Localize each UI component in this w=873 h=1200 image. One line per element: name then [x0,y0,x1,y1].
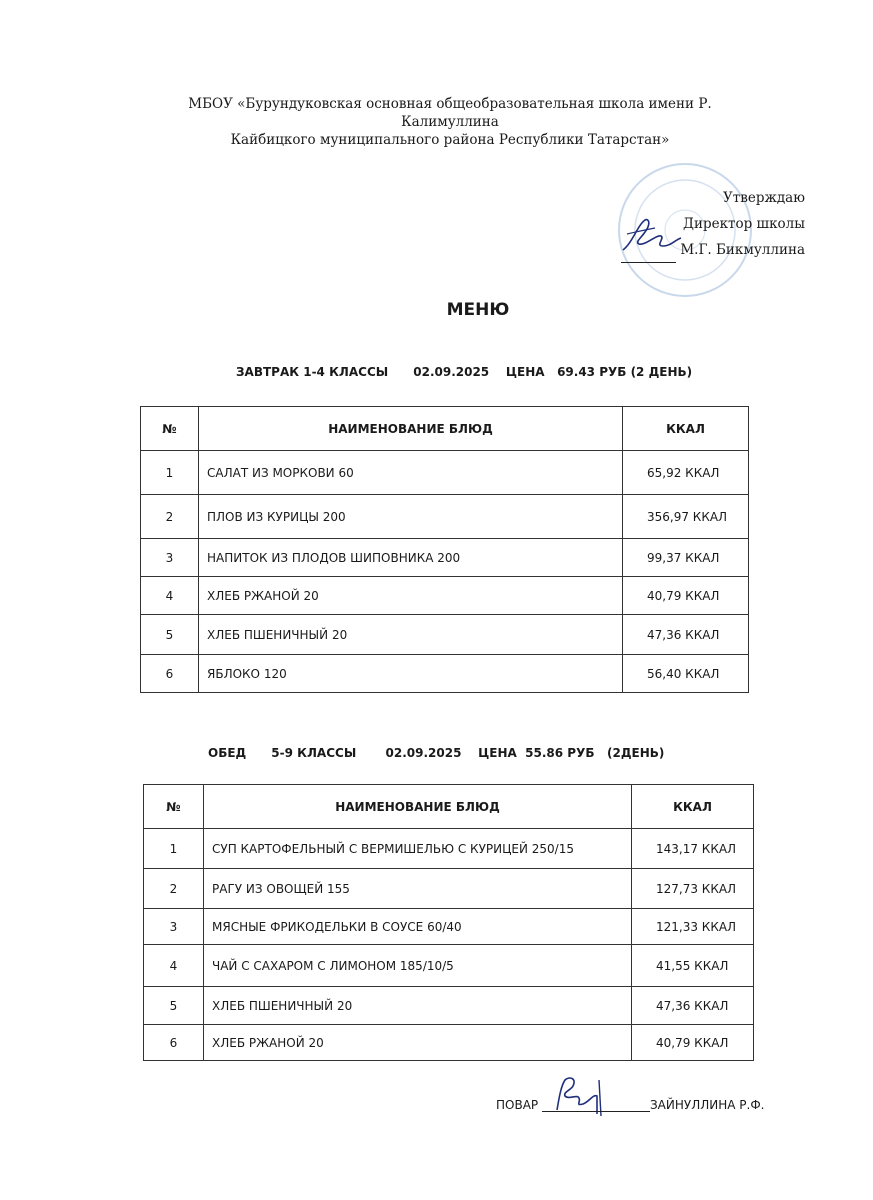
dish-name: РАГУ ИЗ ОВОЩЕЙ 155 [204,869,632,909]
signature-line [542,1099,602,1112]
breakfast-table [140,406,749,693]
dish-kcal: 40,79 ККАЛ [632,1025,754,1061]
col-dish-name: НАИМЕНОВАНИЕ БЛЮД [204,785,632,829]
row-number: 6 [144,1025,204,1061]
signature-line [602,1099,650,1112]
row-number: 2 [144,869,204,909]
dish-kcal: 56,40 ККАЛ [623,655,749,693]
table-row [144,869,754,909]
row-number: 4 [144,945,204,987]
table-row [141,577,749,615]
school-header [140,95,760,149]
cook-signature-block [496,1098,764,1112]
cook-name: ЗАЙНУЛЛИНА Р.Ф. [649,1098,765,1112]
dish-name: ХЛЕБ ПШЕНИЧНЫЙ 20 [204,987,632,1025]
dish-kcal: 47,36 ККАЛ [632,987,754,1025]
row-number: 3 [141,539,199,577]
dish-kcal: 41,55 ККАЛ [632,945,754,987]
dish-name: СУП КАРТОФЕЛЬНЫЙ С ВЕРМИШЕЛЬЮ С КУРИЦЕЙ 250/15 [204,829,632,869]
row-number: 5 [144,987,204,1025]
row-number: 4 [141,577,199,615]
row-number: 5 [141,615,199,655]
table-header-row [141,407,749,451]
table-row [144,945,754,987]
table-row [144,1025,754,1061]
dish-kcal: 127,73 ККАЛ [632,869,754,909]
lunch-heading: ОБЕД 5-9 КЛАССЫ 02.09.2025 ЦЕНА 55.86 РУБ (2ДЕНЬ) [208,746,665,760]
row-number: 6 [141,655,199,693]
dish-name: САЛАТ ИЗ МОРКОВИ 60 [199,451,623,495]
dish-name: ЯБЛОКО 120 [199,655,623,693]
col-number: № [141,407,199,451]
cook-label: ПОВАР [496,1098,539,1112]
school-name-line1: МБОУ «Бурундуковская основная общеобразовательная школа имени Р. Калимуллина [188,96,712,130]
table-row [141,495,749,539]
lunch-table [143,784,754,1061]
cook-signature-icon [543,1070,613,1120]
dish-name: ХЛЕБ РЖАНОЙ 20 [199,577,623,615]
dish-name: ПЛОВ ИЗ КУРИЦЫ 200 [199,495,623,539]
col-dish-name: НАИМЕНОВАНИЕ БЛЮД [199,407,623,451]
table-row [144,987,754,1025]
dish-kcal: 47,36 ККАЛ [623,615,749,655]
dish-kcal: 143,17 ККАЛ [632,829,754,869]
director-role: Директор школы [682,216,805,232]
row-number: 3 [144,909,204,945]
dish-kcal: 40,79 ККАЛ [623,577,749,615]
row-number: 2 [141,495,199,539]
table-row [144,909,754,945]
dish-kcal: 121,33 ККАЛ [632,909,754,945]
col-kcal: ККАЛ [623,407,749,451]
menu-title: МЕНЮ [446,300,510,320]
school-name-line2: Кайбицкого муниципального района Республики Татарстан» [230,132,670,148]
approve-label: Утверждаю [723,190,805,206]
director-signature-icon [615,212,685,257]
dish-name: ХЛЕБ РЖАНОЙ 20 [204,1025,632,1061]
dish-name: ЧАЙ С САХАРОМ С ЛИМОНОМ 185/10/5 [204,945,632,987]
table-header-row [144,785,754,829]
dish-kcal: 356,97 ККАЛ [623,495,749,539]
dish-name: ХЛЕБ ПШЕНИЧНЫЙ 20 [199,615,623,655]
dish-kcal: 65,92 ККАЛ [623,451,749,495]
director-name: М.Г. Бикмуллина [680,242,805,258]
row-number: 1 [141,451,199,495]
table-row [141,539,749,577]
table-row [141,451,749,495]
table-row [141,615,749,655]
table-row [141,655,749,693]
table-row [144,829,754,869]
dish-name: МЯСНЫЕ ФРИКОДЕЛЬКИ В СОУСЕ 60/40 [204,909,632,945]
dish-name: НАПИТОК ИЗ ПЛОДОВ ШИПОВНИКА 200 [199,539,623,577]
dish-kcal: 99,37 ККАЛ [623,539,749,577]
col-kcal: ККАЛ [632,785,754,829]
breakfast-heading: ЗАВТРАК 1-4 КЛАССЫ 02.09.2025 ЦЕНА 69.43 РУБ (2 ДЕНЬ) [236,365,693,379]
col-number: № [144,785,204,829]
row-number: 1 [144,829,204,869]
